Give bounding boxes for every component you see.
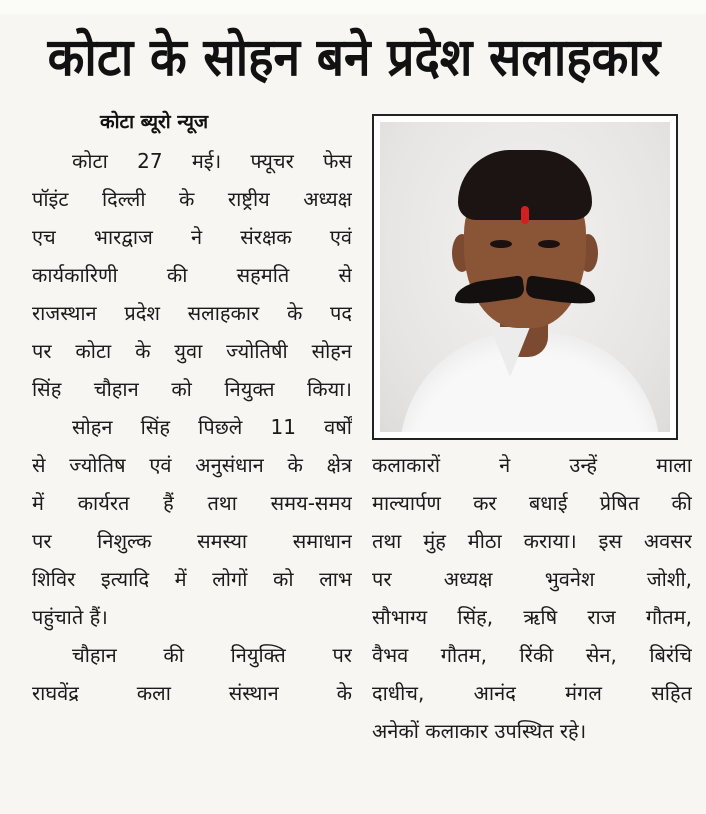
eye-shape [490,240,512,248]
text-line: सौभाग्य सिंह, ऋषि राज गौतम, [372,605,692,629]
left-column [32,142,352,712]
text-line: माल्यार्पण कर बधाई प्रेषित की [372,491,692,515]
text-line: पॉइंट दिल्ली के राष्ट्रीय अध्यक्ष [32,187,352,211]
mustache-shape [454,280,596,304]
portrait-photo [372,114,678,440]
text-line: पहुंचाते हैं। [32,605,108,629]
text-line: पर निशुल्क समस्या समाधान [32,529,352,553]
tilak-mark [521,206,529,224]
text-line: कोटा 27 मई। फ्यूचर फेस [72,149,352,173]
text-line: एच भारद्वाज ने संरक्षक एवं [32,225,352,249]
right-column [372,446,692,750]
text-line: वैभव गौतम, रिंकी सेन, बिरंचि [372,643,692,667]
text-line: में कार्यरत हैं तथा समय-समय [32,491,352,515]
headline: कोटा के सोहन बने प्रदेश सलाहकार [47,28,661,88]
text-line: राघवेंद्र कला संस्थान के [32,681,352,705]
text-line: कार्यकारिणी की सहमति से [32,263,352,287]
cut-off-previous-article [0,0,706,14]
text-line: तथा मुंह मीठा कराया। इस अवसर [372,529,692,553]
text-line: कलाकारों ने उन्हें माला [372,453,692,477]
collar-shape [490,327,530,377]
text-line: शिविर इत्यादि में लोगों को लाभ [32,567,352,591]
text-line: दाधीच, आनंद मंगल सहित [372,681,692,705]
portrait-image [380,122,670,432]
byline: कोटा ब्यूरो न्यूज [100,111,209,133]
text-line: अनेकों कलाकार उपस्थित रहे। [372,719,587,743]
text-line: सोहन सिंह पिछले 11 वर्षों [72,415,352,439]
text-line: से ज्योतिष एवं अनुसंधान के क्षेत्र [32,453,352,477]
eye-shape [538,240,560,248]
text-line: सिंह चौहान को नियुक्त किया। [32,377,352,401]
text-line: चौहान की नियुक्ति पर [72,643,352,667]
text-line: राजस्थान प्रदेश सलाहकार के पद [32,301,352,325]
text-line: पर कोटा के युवा ज्योतिषी सोहन [32,339,352,363]
text-line: पर अध्यक्ष भुवनेश जोशी, [372,567,692,591]
